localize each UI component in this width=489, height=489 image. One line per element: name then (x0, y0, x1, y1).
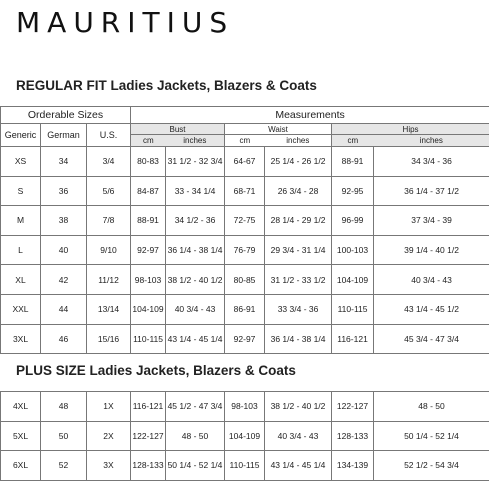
waist-inches-cell: 38 1/2 - 40 1/2 (265, 392, 332, 422)
waist-cm-cell: 80-85 (225, 265, 265, 295)
hips-cm-cell: 116-121 (332, 324, 374, 354)
waist-inches-cell: 29 3/4 - 31 1/4 (265, 235, 332, 265)
hips-inches-cell: 43 1/4 - 45 1/2 (374, 294, 489, 324)
waist-cm-cell: 76-79 (225, 235, 265, 265)
hips-cm-cell: 122-127 (332, 392, 374, 422)
german-size-cell: 34 (41, 147, 87, 177)
waist-cm-cell: 68-71 (225, 176, 265, 206)
hips-cm-header: cm (332, 135, 374, 147)
bust-inches-cell: 36 1/4 - 38 1/4 (166, 235, 225, 265)
waist-cm-cell: 92-97 (225, 324, 265, 354)
german-size-cell: 44 (41, 294, 87, 324)
waist-inches-cell: 40 3/4 - 43 (265, 421, 332, 451)
table-row (1, 176, 489, 206)
bust-cm-cell: 110-115 (131, 324, 166, 354)
hips-inches-cell: 50 1/4 - 52 1/4 (374, 421, 489, 451)
table-row (1, 392, 489, 422)
hips-header: Hips (332, 124, 489, 135)
us-size-cell: 5/6 (87, 176, 131, 206)
generic-size-cell: 3XL (1, 324, 41, 354)
regular-fit-title: REGULAR FIT Ladies Jackets, Blazers & Coats (16, 78, 317, 93)
bust-inches-cell: 38 1/2 - 40 1/2 (166, 265, 225, 295)
hips-cm-cell: 88-91 (332, 147, 374, 177)
bust-cm-cell: 122-127 (131, 421, 166, 451)
waist-cm-cell: 86-91 (225, 294, 265, 324)
waist-cm-cell: 104-109 (225, 421, 265, 451)
german-size-cell: 46 (41, 324, 87, 354)
hips-cm-cell: 96-99 (332, 206, 374, 236)
waist-cm-cell: 72-75 (225, 206, 265, 236)
german-size-cell: 40 (41, 235, 87, 265)
bust-cm-cell: 104-109 (131, 294, 166, 324)
bust-inches-cell: 50 1/4 - 52 1/4 (166, 451, 225, 481)
table-row (1, 206, 489, 236)
german-size-cell: 48 (41, 392, 87, 422)
bust-cm-cell: 80-83 (131, 147, 166, 177)
german-header: German (41, 124, 87, 147)
bust-cm-cell: 88-91 (131, 206, 166, 236)
german-size-cell: 52 (41, 451, 87, 481)
hips-cm-cell: 100-103 (332, 235, 374, 265)
table-row (1, 235, 489, 265)
generic-size-cell: S (1, 176, 41, 206)
waist-inches-cell: 31 1/2 - 33 1/2 (265, 265, 332, 295)
german-size-cell: 42 (41, 265, 87, 295)
hips-inches-header: inches (374, 135, 489, 147)
table-row (1, 294, 489, 324)
waist-inches-cell: 36 1/4 - 38 1/4 (265, 324, 332, 354)
bust-inches-cell: 34 1/2 - 36 (166, 206, 225, 236)
bust-inches-cell: 40 3/4 - 43 (166, 294, 225, 324)
bust-inches-cell: 45 1/2 - 47 3/4 (166, 392, 225, 422)
hips-cm-cell: 104-109 (332, 265, 374, 295)
waist-cm-cell: 98-103 (225, 392, 265, 422)
generic-size-cell: XXL (1, 294, 41, 324)
bust-cm-cell: 116-121 (131, 392, 166, 422)
generic-size-cell: L (1, 235, 41, 265)
us-size-cell: 11/12 (87, 265, 131, 295)
generic-size-cell: 6XL (1, 451, 41, 481)
german-size-cell: 36 (41, 176, 87, 206)
waist-cm-cell: 110-115 (225, 451, 265, 481)
hips-inches-cell: 48 - 50 (374, 392, 489, 422)
generic-size-cell: 5XL (1, 421, 41, 451)
generic-size-cell: XS (1, 147, 41, 177)
bust-cm-cell: 92-97 (131, 235, 166, 265)
hips-cm-cell: 110-115 (332, 294, 374, 324)
bust-cm-cell: 84-87 (131, 176, 166, 206)
hips-inches-cell: 39 1/4 - 40 1/2 (374, 235, 489, 265)
waist-inches-cell: 25 1/4 - 26 1/2 (265, 147, 332, 177)
bust-inches-cell: 33 - 34 1/4 (166, 176, 225, 206)
waist-inches-cell: 33 3/4 - 36 (265, 294, 332, 324)
measurements-header: Measurements (131, 107, 489, 124)
generic-size-cell: 4XL (1, 392, 41, 422)
generic-size-cell: XL (1, 265, 41, 295)
bust-cm-cell: 98-103 (131, 265, 166, 295)
table-row (1, 265, 489, 295)
waist-header: Waist (225, 124, 332, 135)
us-size-cell: 9/10 (87, 235, 131, 265)
us-size-cell: 13/14 (87, 294, 131, 324)
hips-inches-cell: 37 3/4 - 39 (374, 206, 489, 236)
waist-inches-header: inches (265, 135, 332, 147)
us-size-cell: 3/4 (87, 147, 131, 177)
hips-inches-cell: 52 1/2 - 54 3/4 (374, 451, 489, 481)
orderable-sizes-header: Orderable Sizes (1, 107, 131, 124)
bust-inches-cell: 31 1/2 - 32 3/4 (166, 147, 225, 177)
bust-header: Bust (131, 124, 225, 135)
generic-size-cell: M (1, 206, 41, 236)
german-size-cell: 50 (41, 421, 87, 451)
table-row (1, 324, 489, 354)
bust-inches-header: inches (166, 135, 225, 147)
waist-inches-cell: 28 1/4 - 29 1/2 (265, 206, 332, 236)
waist-inches-cell: 43 1/4 - 45 1/4 (265, 451, 332, 481)
us-header: U.S. (87, 124, 131, 147)
hips-inches-cell: 36 1/4 - 37 1/2 (374, 176, 489, 206)
bust-inches-cell: 43 1/4 - 45 1/4 (166, 324, 225, 354)
plus-size-title: PLUS SIZE Ladies Jackets, Blazers & Coats (16, 363, 296, 378)
brand-logo: MAURITIUS (16, 6, 235, 39)
table-row (1, 421, 489, 451)
hips-cm-cell: 128-133 (332, 421, 374, 451)
hips-inches-cell: 45 3/4 - 47 3/4 (374, 324, 489, 354)
german-size-cell: 38 (41, 206, 87, 236)
hips-cm-cell: 92-95 (332, 176, 374, 206)
hips-inches-cell: 40 3/4 - 43 (374, 265, 489, 295)
waist-inches-cell: 26 3/4 - 28 (265, 176, 332, 206)
regular-fit-size-table (0, 106, 489, 354)
generic-header: Generic (1, 124, 41, 147)
us-size-cell: 7/8 (87, 206, 131, 236)
waist-cm-header: cm (225, 135, 265, 147)
bust-cm-header: cm (131, 135, 166, 147)
us-size-cell: 3X (87, 451, 131, 481)
hips-cm-cell: 134-139 (332, 451, 374, 481)
table-row (1, 451, 489, 481)
hips-inches-cell: 34 3/4 - 36 (374, 147, 489, 177)
bust-cm-cell: 128-133 (131, 451, 166, 481)
bust-inches-cell: 48 - 50 (166, 421, 225, 451)
table-row (1, 147, 489, 177)
plus-size-table (0, 391, 489, 481)
us-size-cell: 15/16 (87, 324, 131, 354)
waist-cm-cell: 64-67 (225, 147, 265, 177)
us-size-cell: 2X (87, 421, 131, 451)
us-size-cell: 1X (87, 392, 131, 422)
